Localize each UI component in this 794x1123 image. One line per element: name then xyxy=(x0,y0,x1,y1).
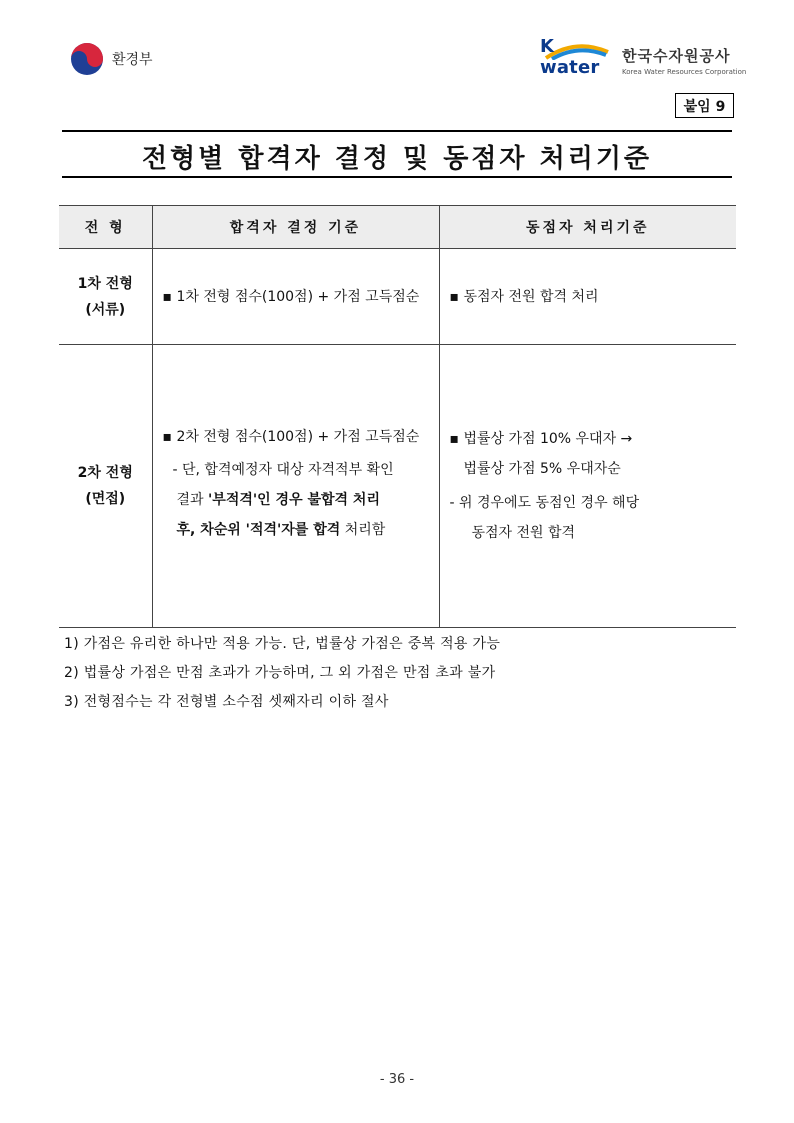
header-stage: 전 형 xyxy=(59,206,152,249)
criteria-emphasis: '부적격'인 경우 불합격 처리 xyxy=(208,492,380,508)
ministry-name: 환경부 xyxy=(112,52,153,68)
kwater-wordmark: K water xyxy=(540,36,600,78)
title-top-rule xyxy=(62,130,732,132)
table-header-row xyxy=(59,206,736,249)
footnotes xyxy=(64,630,500,717)
kwater-logo xyxy=(540,36,747,78)
criteria-cell xyxy=(152,249,439,345)
criteria-sub-cont xyxy=(163,515,433,545)
stage-name: 1차 전형 xyxy=(77,275,133,292)
page-title: 전형별 합격자 결정 및 동점자 처리기준 xyxy=(141,144,653,174)
stage-cell xyxy=(59,249,152,345)
stage-name: 2차 전형 xyxy=(77,465,133,481)
criteria-text: ▪ 2차 전형 점수(100점) + 가점 고득점순 xyxy=(162,429,420,445)
table-row xyxy=(59,345,736,628)
tiebreak-cell xyxy=(439,345,736,628)
kwater-name-en: Korea Water Resources Corporation xyxy=(622,68,747,76)
tiebreak-text: ▪ 동점자 전원 합격 처리 xyxy=(449,288,599,305)
criteria-table xyxy=(59,205,736,628)
stage-type: (서류) xyxy=(85,301,126,318)
header-tiebreak: 동점자 처리기준 xyxy=(439,206,736,249)
title-bottom-rule xyxy=(62,176,732,178)
taegeuk-emblem-icon xyxy=(70,42,104,76)
header-criteria: 합격자 결정 기준 xyxy=(152,206,439,249)
tiebreak-sub-cont: 동점자 전원 합격 xyxy=(471,525,576,541)
criteria-sub-line: 처리함 xyxy=(344,522,386,538)
attachment-badge: 붙임 9 xyxy=(675,93,734,118)
criteria-text: ▪ 1차 전형 점수(100점) + 가점 고득점순 xyxy=(162,288,420,305)
footnote-item: 2) 법률상 가점은 만점 초과가 가능하며, 그 외 가점은 만점 초과 불가 xyxy=(64,665,496,681)
stage-type: (면접) xyxy=(85,491,126,507)
kwater-wave-mark xyxy=(540,36,612,78)
page-number: - 36 - xyxy=(379,1072,415,1087)
criteria-sub-cont xyxy=(163,485,433,515)
footnote-item: 1) 가점은 유리한 하나만 적용 가능. 단, 법률상 가점은 중복 적용 가능 xyxy=(64,636,501,652)
table-row xyxy=(59,249,736,345)
criteria-sub-line: - 단, 합격예정자 대상 자격적부 확인 xyxy=(172,462,394,478)
ministry-logo xyxy=(70,42,153,76)
criteria-cell xyxy=(152,345,439,628)
criteria-emphasis: 후, 차순위 '적격'자를 합격 xyxy=(176,522,341,538)
tiebreak-cell xyxy=(439,249,736,345)
footnote-item: 3) 전형점수는 각 전형별 소수점 셋째자리 이하 절사 xyxy=(64,694,389,710)
tiebreak-sub-text: - 위 경우에도 동점인 경우 해당 xyxy=(449,495,640,511)
criteria-sub-text xyxy=(163,455,433,485)
tiebreak-text-cont: 법률상 가점 5% 우대자순 xyxy=(463,461,621,477)
kwater-name-ko: 한국수자원공사 xyxy=(622,47,731,65)
stage-cell xyxy=(59,345,152,628)
tiebreak-text: ▪ 법률상 가점 10% 우대자 → xyxy=(449,431,633,447)
criteria-sub-line: 결과 xyxy=(176,492,204,508)
